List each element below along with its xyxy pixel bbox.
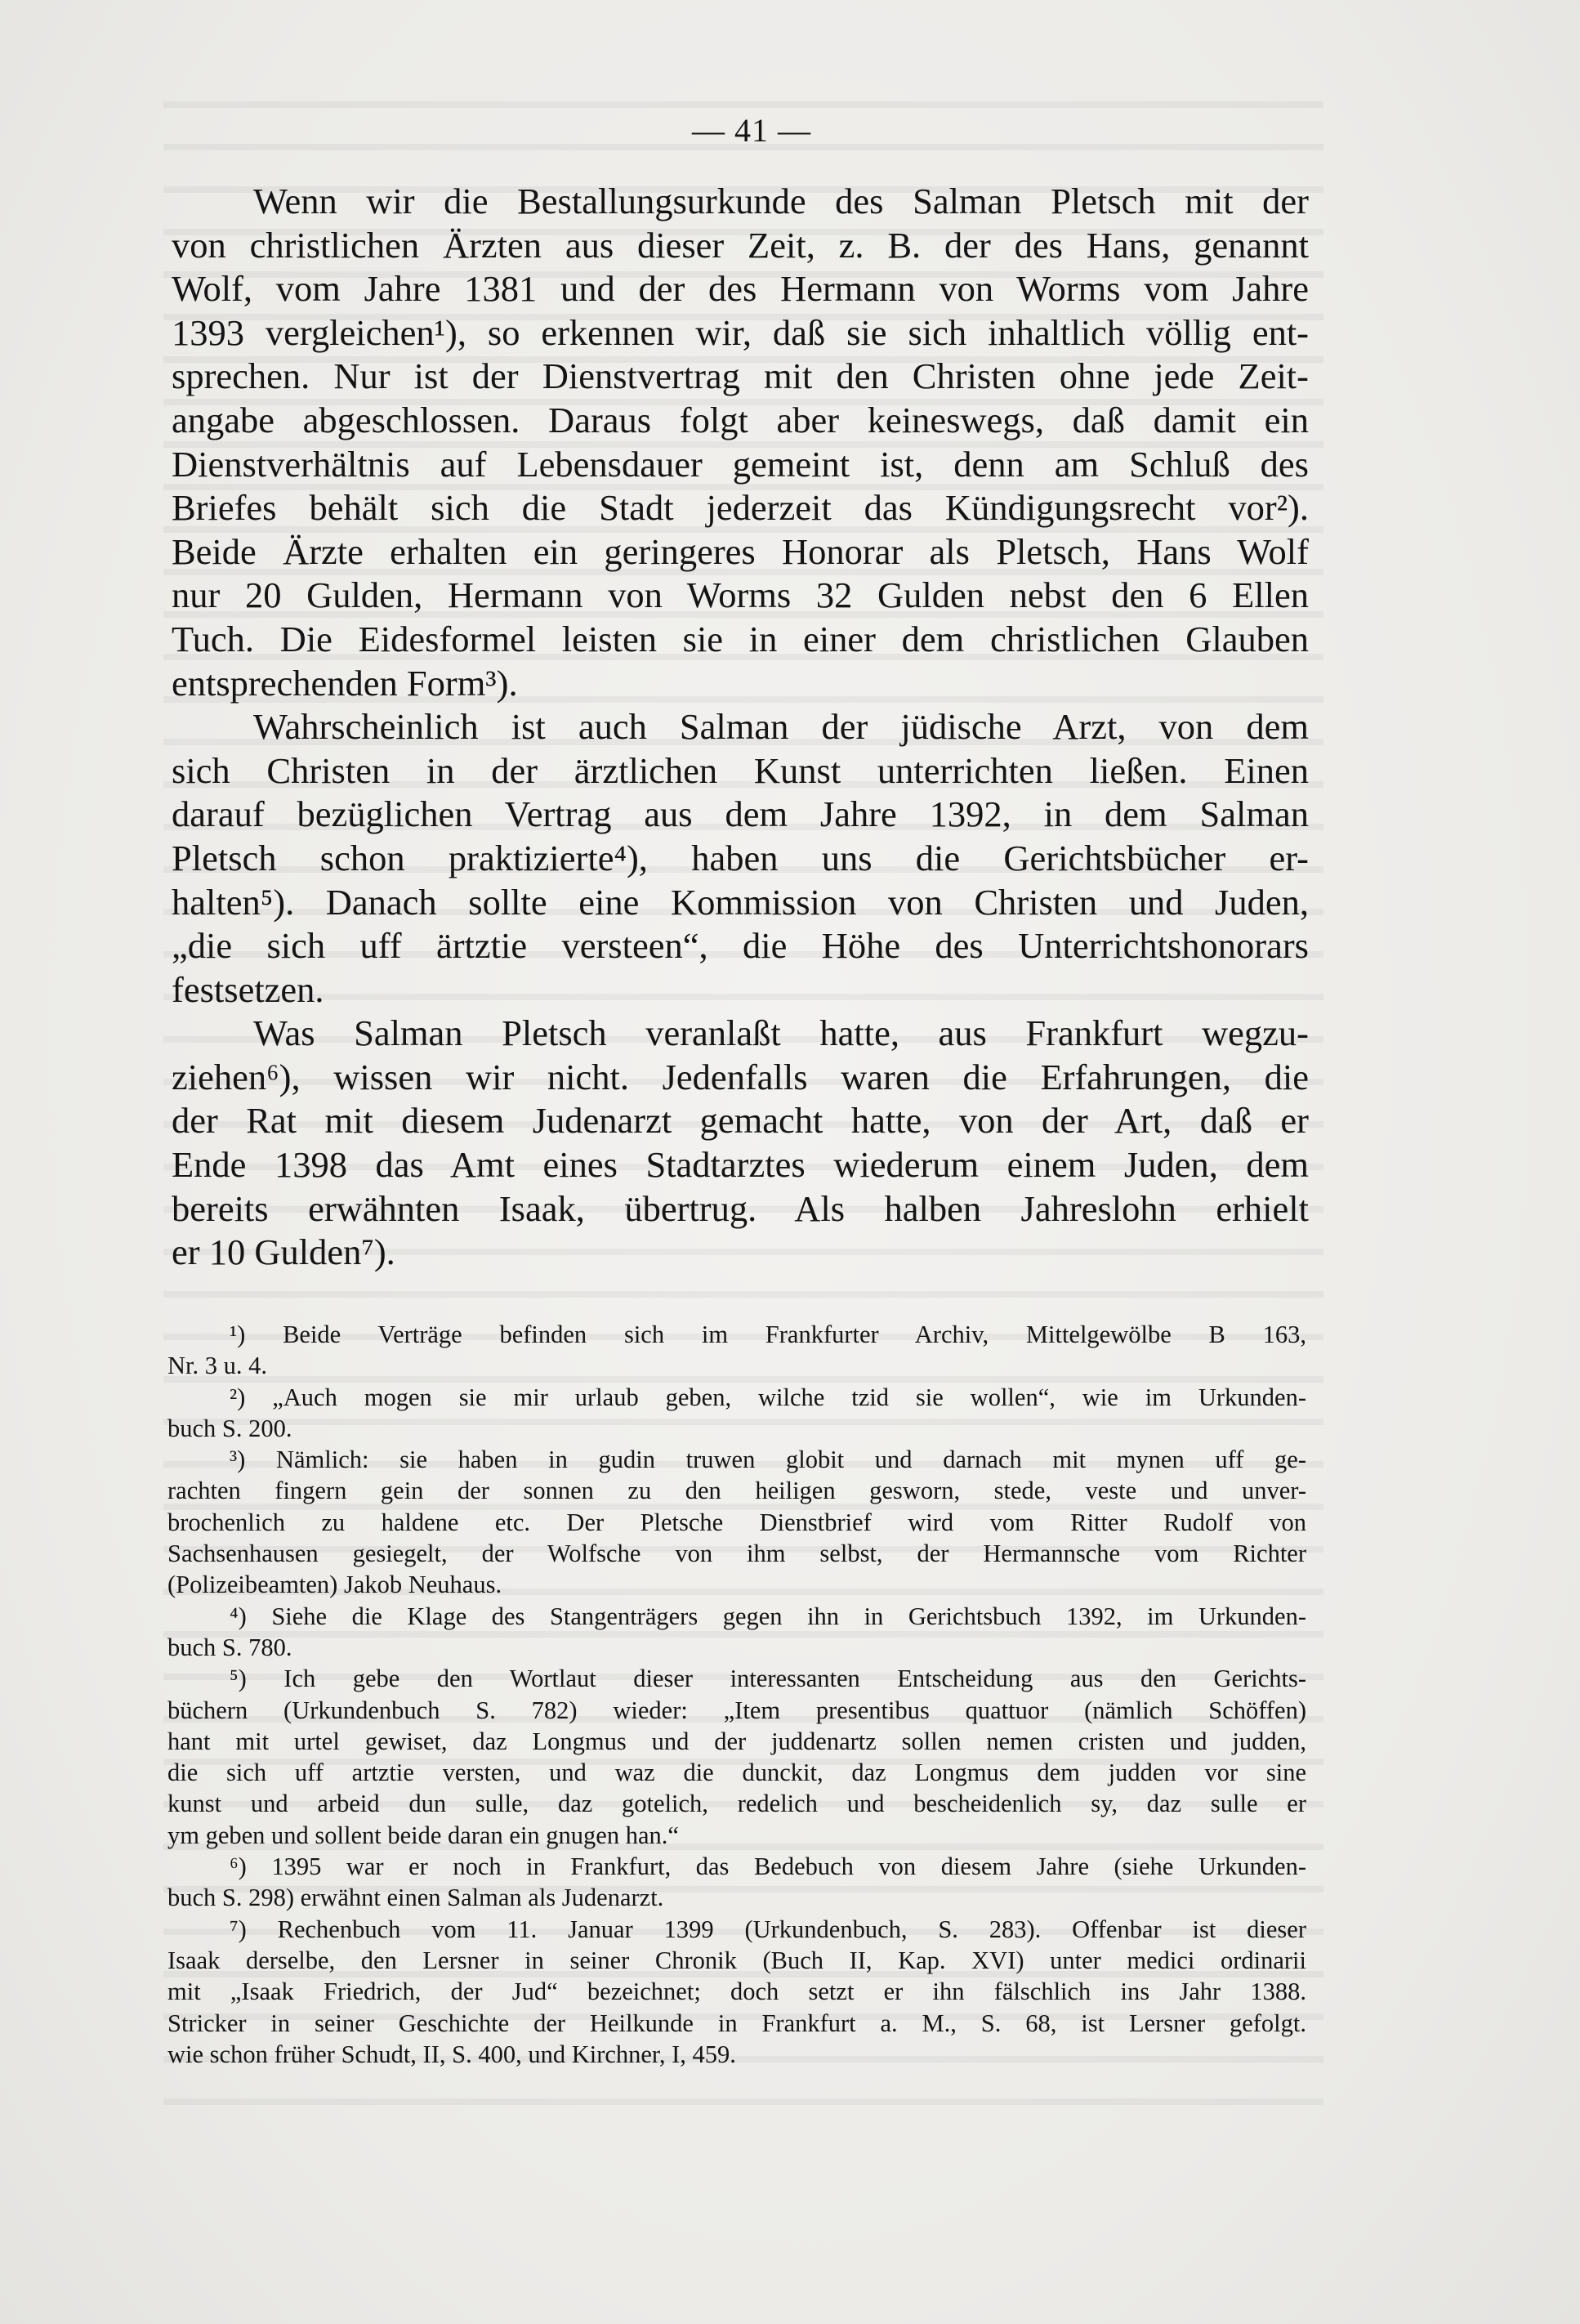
- page-number: — 41 —: [692, 112, 811, 149]
- footnote-line: Stricker in seiner Geschichte der Heilkunde in Frankfurt a. M., S. 68, ist Lersner gefolgt.: [167, 2009, 1306, 2037]
- footnote-line: hant mit urtel gewiset, daz Longmus und der juddenartz sollen nemen cristen und judden,: [167, 1727, 1306, 1755]
- footnote-line: ⁴) Siehe die Klage des Stangenträgers gegen ihn in Gerichtsbuch 1392, im Urkunden-: [230, 1602, 1306, 1630]
- text-line: sprechen. Nur ist der Dienstvertrag mit den Christen ohne jede Zeit-: [172, 355, 1309, 397]
- text-line: Pletsch schon praktizierte⁴), haben uns die Gerichtsbücher er-: [172, 837, 1309, 878]
- text-line: „die sich uff ärtztie versteen“, die Höhe des Unterrichtshonorars: [172, 925, 1309, 967]
- text-line: nur 20 Gulden, Hermann von Worms 32 Gulden nebst den 6 Ellen: [172, 574, 1309, 616]
- text-line: Briefes behält sich die Stadt jederzeit das Kündigungsrecht vor²).: [172, 487, 1309, 529]
- main-text: [172, 180, 1309, 1275]
- footnote-line: ²) „Auch mogen sie mir urlaub geben, wilche tzid sie wollen“, wie im Urkunden-: [230, 1383, 1306, 1411]
- footnote-line: buch S. 780.: [167, 1633, 292, 1661]
- text-line: von christlichen Ärzten aus dieser Zeit, z. B. der des Hans, genannt: [172, 224, 1309, 266]
- text-line: bereits erwähnten Isaak, übertrug. Als halben Jahreslohn erhielt: [172, 1187, 1309, 1229]
- text-line: angabe abgeschlossen. Daraus folgt aber keineswegs, daß damit ein: [172, 399, 1309, 440]
- text-line: darauf bezüglichen Vertrag aus dem Jahre 1392, in dem Salman: [172, 793, 1309, 835]
- text-line: halten⁵). Danach sollte eine Kommission von Christen und Juden,: [172, 881, 1309, 923]
- footnote-line: rachten fingern gein der sonnen zu den heiligen gesworn, stede, veste und unver-: [167, 1477, 1306, 1505]
- text-line: sich Christen in der ärztlichen Kunst unterrichten ließen. Einen: [172, 749, 1309, 791]
- footnote-line: buch S. 200.: [167, 1414, 292, 1442]
- footnote-line: ³) Nämlich: sie haben in gudin truwen globit und darnach mit mynen uff ge-: [230, 1446, 1306, 1474]
- footnote-line: ⁷) Rechenbuch vom 11. Januar 1399 (Urkundenbuch, S. 283). Offenbar ist dieser: [230, 1915, 1306, 1943]
- footnote-line: brochenlich zu haldene etc. Der Pletsche Dienstbrief wird vom Ritter Rudolf von: [167, 1508, 1306, 1536]
- text-line: Wahrscheinlich ist auch Salman der jüdische Arzt, von dem: [253, 706, 1309, 748]
- footnote-line: Isaak derselbe, den Lersner in seiner Chronik (Buch II, Kap. XVI) unter medici ordinarii: [167, 1946, 1306, 1974]
- footnote-line: wie schon früher Schudt, II, S. 400, und Kirchner, I, 459.: [167, 2040, 736, 2068]
- footnote-line: buch S. 298) erwähnt einen Salman als Judenarzt.: [167, 1884, 664, 1912]
- footnote-line: Nr. 3 u. 4.: [167, 1352, 267, 1380]
- footnote-line: ⁵) Ich gebe den Wortlaut dieser interessanten Entscheidung aus den Gerichts-: [230, 1665, 1306, 1693]
- footnote-line: ¹) Beide Verträge befinden sich im Frankfurter Archiv, Mittelgewölbe B 163,: [230, 1321, 1306, 1348]
- text-line: der Rat mit diesem Judenarzt gemacht hatte, von der Art, daß er: [172, 1100, 1309, 1142]
- text-line: Ende 1398 das Amt eines Stadtarztes wiederum einem Juden, dem: [172, 1144, 1309, 1186]
- text-line: 1393 vergleichen¹), so erkennen wir, daß sie sich inhaltlich völlig ent-: [172, 311, 1309, 353]
- text-line: Dienstverhältnis auf Lebensdauer gemeint ist, denn am Schluß des: [172, 443, 1309, 485]
- text-line: Wolf, vom Jahre 1381 und der des Hermann von Worms vom Jahre: [172, 268, 1309, 310]
- footnote-line: kunst und arbeid dun sulle, daz gotelich, redelich und bescheidenlich sy, daz sulle er: [167, 1790, 1306, 1818]
- text-line: er 10 Gulden⁷).: [172, 1231, 395, 1273]
- footnote-line: (Polizeibeamten) Jakob Neuhaus.: [167, 1571, 502, 1599]
- footnote-line: ⁶) 1395 war er noch in Frankfurt, das Bedebuch von diesem Jahre (siehe Urkunden-: [230, 1852, 1306, 1881]
- footnotes: [167, 1319, 1306, 2070]
- footnote-line: die sich uff artztie versten, und waz die dunckit, daz Longmus dem judden vor sine: [167, 1759, 1306, 1787]
- footnote-line: Sachsenhausen gesiegelt, der Wolfsche von ihm selbst, der Hermannsche vom Richter: [167, 1540, 1306, 1568]
- text-line: Wenn wir die Bestallungsurkunde des Salman Pletsch mit der: [253, 181, 1309, 221]
- text-line: Was Salman Pletsch veranlaßt hatte, aus Frankfurt wegzu-: [253, 1012, 1309, 1054]
- text-line: entsprechenden Form³).: [172, 662, 518, 704]
- footnote-line: büchern (Urkundenbuch S. 782) wieder: „Item presentibus quattuor (nämlich Schöffen): [167, 1696, 1306, 1724]
- text-line: festsetzen.: [172, 968, 324, 1010]
- text-line: Tuch. Die Eidesformel leisten sie in einer dem christlichen Glauben: [172, 618, 1309, 659]
- text-line: Beide Ärzte erhalten ein geringeres Honorar als Pletsch, Hans Wolf: [172, 530, 1309, 572]
- footnote-line: ym geben und sollent beide daran ein gnugen han.“: [167, 1821, 679, 1849]
- text-line: ziehen⁶), wissen wir nicht. Jedenfalls waren die Erfahrungen, die: [172, 1056, 1309, 1097]
- footnote-line: mit „Isaak Friedrich, der Jud“ bezeichnet; doch setzt er ihn fälschlich ins Jahr 1388.: [167, 1978, 1306, 2006]
